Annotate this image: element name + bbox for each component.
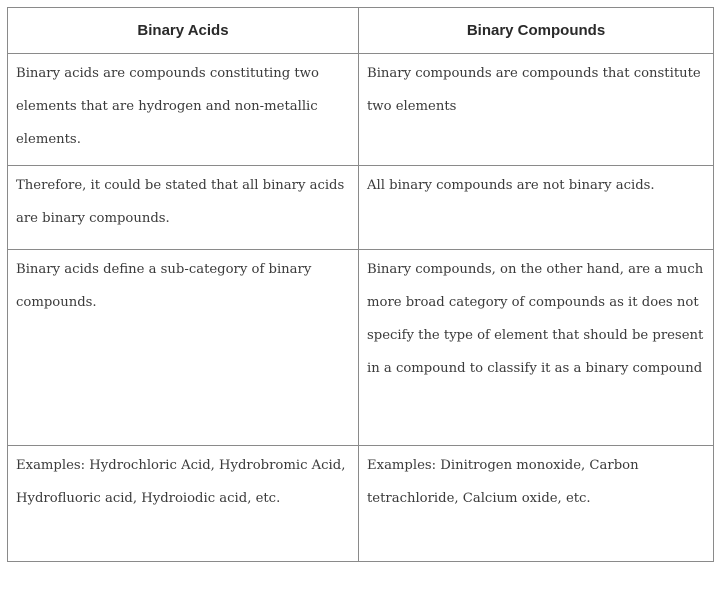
table-row <box>8 54 714 166</box>
cell-text: All binary compounds are not binary acids. <box>367 178 655 193</box>
table-cell <box>8 54 359 166</box>
cell-text: Examples: Hydrochloric Acid, Hydrobromic Acid, Hydrofluoric acid, Hydroiodic acid, etc. <box>16 458 346 506</box>
table-cell <box>8 446 359 562</box>
header-binary-compounds: Binary Compounds <box>359 8 714 54</box>
cell-text: Binary compounds, on the other hand, are a much more broad category of compounds as it does not specify the type of element that should be present in a compound to classify it as a binary compound <box>367 262 704 376</box>
table-row <box>8 250 714 446</box>
cell-text: Examples: Dinitrogen monoxide, Carbon tetrachloride, Calcium oxide, etc. <box>367 458 639 506</box>
header-binary-acids: Binary Acids <box>8 8 359 54</box>
table-row <box>8 446 714 562</box>
table-cell <box>359 166 714 250</box>
table-cell <box>8 250 359 446</box>
table-cell <box>8 166 359 250</box>
cell-text: Binary acids are compounds constituting two elements that are hydrogen and non-metallic elements. <box>16 66 319 147</box>
table-cell <box>359 54 714 166</box>
header-row <box>8 8 714 54</box>
comparison-table <box>7 7 714 562</box>
cell-text: Therefore, it could be stated that all binary acids are binary compounds. <box>16 178 345 226</box>
table-row <box>8 166 714 250</box>
cell-text: Binary acids define a sub-category of binary compounds. <box>16 262 312 310</box>
table-cell <box>359 446 714 562</box>
cell-text: Binary compounds are compounds that constitute two elements <box>367 66 701 114</box>
table-cell <box>359 250 714 446</box>
